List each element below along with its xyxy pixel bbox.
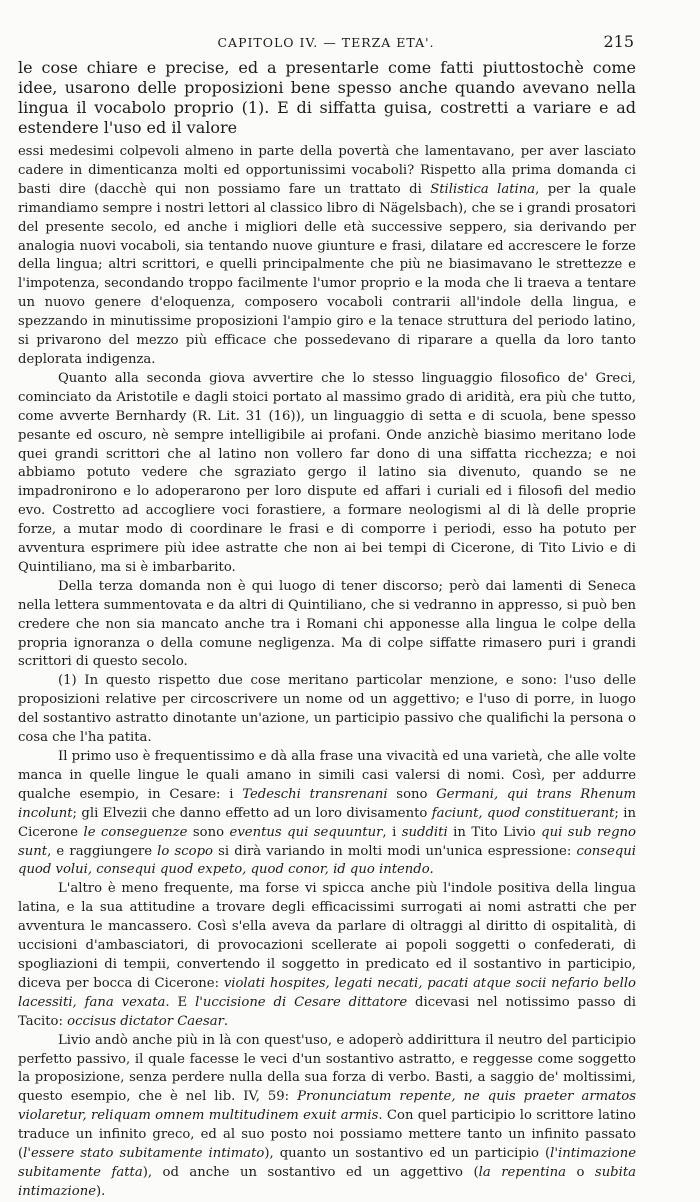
running-title: CAPITOLO IV. — TERZA ETA'. [217, 35, 435, 50]
text-run: essi medesimi colpevoli almeno in parte della povertà che lamentavano, per aver lasciato cadere in dimenticanza molti ed opportunissimi vocaboli? Rispetto alla prima domanda ci basti dire (dacchè qui non possiamo fare un trattato di [18, 144, 636, 197]
paragraph-second-question: Quanto alla seconda giova avvertire che lo stesso linguaggio filosofico de' Greci, cominciato da Aristotile e dagli stoici portato al massimo grado di aridità, era più che tutto, come avverte Bernhardy (R. Lit. 31 (16)), un linguaggio di setta e di scuola, bene spesso pesante ed oscuro, nè sempre intelligibile ai profani. Onde anzichè biasimo meritano lode quei grandi scrittori che al latino non vollero far dono di una siffatta ricchezza; e noi abbiamo potuto vedere che sgraziato gergo il latino sia divenuto, quando se ne impadronirono e lo adoperarono per loro dispute ed affari i curiali ed i filosofi del medio evo. Costretto ad accogliere voci forastiere, a formare neologismi al di là delle proprie forze, a mutar modo di coordinare le frasi e di comporre i periodi, esso ha potuto per avventura esprimere più idee astratte che non ai bei tempi di Cicerone, di Tito Livio e di Quintiliano, ma si è imbarbarito. [18, 370, 636, 575]
text-run: si dirà variando in molti modi un'unica espressione: [212, 843, 577, 859]
text-run: Il primo uso è frequentissimo e dà alla frase una vivacità ed una varietà, che alle volte manca in quelle lingue le quali amano in simili casi valersi di nomi. Così, per addurre qualche esempio, in Cesare: i [18, 749, 636, 802]
text-run: . Con quel participio lo scrittore latino traduce un infinito greco, ed al suo posto noi possiamo mettere tanto un infinito passato ( [18, 1108, 636, 1162]
italic-text: le conseguenze [83, 824, 188, 840]
page-number: 215 [603, 32, 634, 51]
text-run: o [565, 1164, 595, 1180]
italic-text: lo scopo [157, 843, 213, 859]
footnote-1: (1) In questo rispetto due cose meritano particolar menzione, e sono: l'uso delle proposizioni relative per circoscrivere un nome od un aggettivo; e l'uso di porre, in luogo del sostantivo astratto dinotante un'azione, un participio passivo che qualifichi la persona o cosa che l'ha patita. [18, 673, 636, 746]
italic-text: la repentina [478, 1164, 566, 1180]
italic-text: consequi quod volui, consequi quod expeto, quod conor, id quo intendo. [18, 843, 636, 878]
italic-text: l'essere stato subitamente intimato [23, 1146, 265, 1162]
text-run: ), quanto un sostantivo ed un participio ( [264, 1146, 551, 1162]
italic-text: l'intimazione subitamente fatta [18, 1146, 636, 1180]
italic-text: l'uccisione di Cesare dittatore [195, 994, 408, 1010]
italic-text: occisus dictator Caesar [67, 1013, 224, 1029]
italic-text: sudditi [401, 824, 448, 840]
text-run: , e raggiungere [47, 843, 158, 859]
italic-text: Germani, qui trans Rhenum incolunt [18, 786, 637, 821]
italic-text: violati hospites, legati necati, pacati atque socii nefario bello lacessiti, fana vexata [18, 975, 636, 1010]
text-run: ; in Cicerone [18, 805, 636, 840]
text-run: ; gli Elvezii che danno effetto ad un loro divisamento [72, 805, 432, 821]
text-run: L'altro è meno frequente, ma forse vi spicca anche più l'indole positiva della lingua latina, e la sua attitudine a trovare degli efficacissimi surrogati ai nomi astratti che per avventura le mancassero. Così s'ella aveva da parlare di oltraggi al diritto di ospitalità, di uccisioni d'ambasciatori, di provocazioni scellerate ai popoli soggetti o confederati, di spogliazioni di tempii, convertendo il soggetto in predicato ed il sostantivo in participio, diceva per bocca di Cicerone: [18, 881, 636, 991]
text-run: . [223, 1013, 229, 1029]
italic-text: faciunt, quod constituerant [431, 805, 615, 821]
text-run: Livio andò anche più in là con quest'uso, e adoperò addirittura il neutro del participio perfetto passivo, il quale facesse le veci d'un sostantivo astratto, e reggesse come soggetto la proposizione, senza perdere nulla della sua forza di verbo. Basti, a saggio de' moltissimi, questo esempio, che è nel lib. IV, 59: [18, 1032, 636, 1105]
text-run: sono [187, 824, 230, 840]
top-text-block [18, 58, 636, 138]
text-run: sono [387, 786, 437, 802]
top-paragraph: le cose chiare e precise, ed a presentarle come fatti piuttostochè come idee, usarono delle proposizioni bene spesso anche quando avevano nella lingua il vocabolo proprio (1). E di siffatta guisa, costretti a variare e ad estendere l'uso ed il valore [18, 58, 636, 137]
paragraph-poverty [18, 143, 636, 370]
italic-text: qui sub regno sunt [18, 824, 636, 859]
text-run: in Tito Livio [447, 824, 542, 840]
text-run: , i [382, 824, 402, 840]
text-run: dicevasi nel notissimo passo di Tacito: [18, 994, 636, 1029]
footnote-relative-clauses [18, 748, 636, 880]
footnote-participles [18, 880, 636, 1031]
italic-text: Tedeschi transrenani [242, 786, 388, 802]
main-text-block [18, 143, 636, 1202]
text-run: . E [165, 994, 196, 1010]
page-header [18, 32, 634, 52]
italic-text: subita intimazione [18, 1164, 637, 1199]
italic-text: Pronunciatum repente, ne quis praeter armatos violaretur, reliquam omnem multitudinem exuit armis [18, 1089, 636, 1124]
italic-title: Stilistica latina [430, 181, 536, 197]
text-run: ). [96, 1183, 106, 1199]
footnote-livio [18, 1032, 636, 1202]
text-run: ), od anche un sostantivo ed un aggettivo ( [142, 1164, 479, 1180]
paragraph-third-question: Della terza domanda non è qui luogo di tener discorso; però dai lamenti di Seneca nella lettera summentovata e da altri di Quintiliano, che si vedranno in appresso, si può ben credere che non sia mancato anche tra i Romani chi apponesse alla lingua le colpe della propria ignoranza o della comune negligenza. Ma di colpe siffatte rimasero puri i grandi scrittori di questo secolo. [18, 578, 636, 670]
italic-text: eventus qui sequuntur [229, 824, 383, 840]
text-run: , per la quale rimandiamo sempre i nostri lettori al classico libro di Nägelsbach), che se i grandi prosatori del presente secolo, ed anche i migliori delle età successive seppero, sia derivando per analogia nuovi vocaboli, sia tentando nuove giunture e frasi, dilatare ed accrescere le forze della lingua; altri scrittori, e quelli principalmente che più ne biasimavano le strettezze e l'impotenza, secondando troppo facilmente l'umor proprio e la moda che li traeva a tentare un nuovo genere d'eloquenza, composero vocaboli contrarii all'indole della lingua, e spezzando in minutissime proposizioni l'ampio giro e la tenace struttura del periodo latino, si privarono del mezzo più efficace che possedevano di riparare a quella da loro tanto deplorata indigenza. [18, 181, 636, 367]
